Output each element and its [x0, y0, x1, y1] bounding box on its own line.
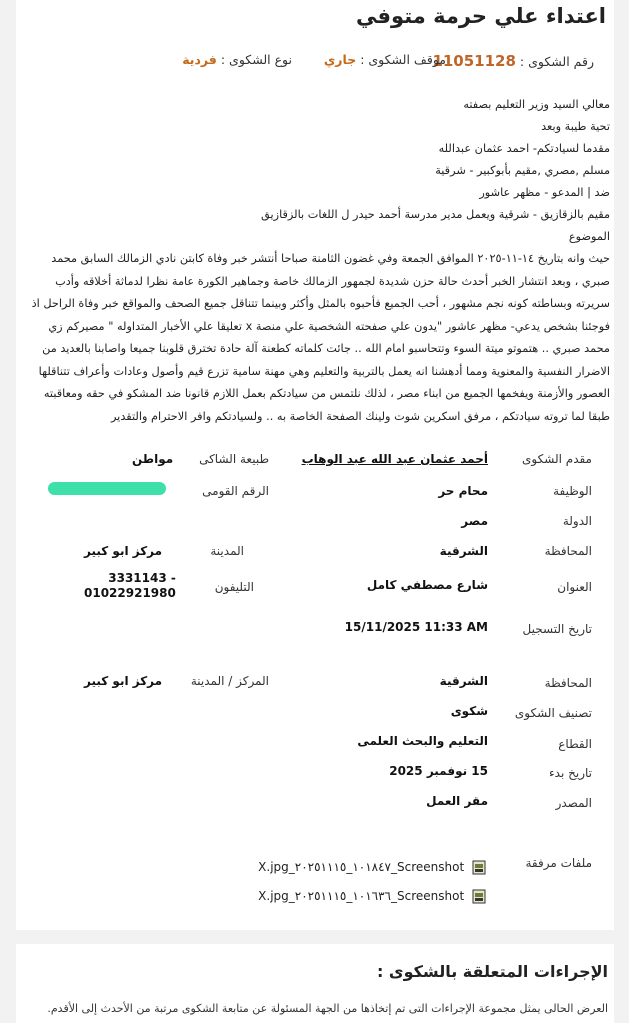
center-value: مركز ابو كبير: [84, 674, 163, 688]
source-value: مقر العمل: [426, 794, 488, 808]
city-label: المدينة: [210, 544, 244, 558]
actions-section: [16, 944, 614, 1023]
center-label: المركز / المدينة: [190, 674, 269, 688]
actions-title: الإجراءات المتعلقة بالشكوى :: [376, 962, 608, 981]
attachments-label: ملفات مرفقة: [525, 856, 592, 870]
image-file-icon: [472, 889, 486, 904]
category-value: شكوى: [450, 704, 488, 718]
sector-label: القطاع: [558, 737, 592, 751]
actions-description: العرض الحالى يمثل مجموعة الإجراءات التى تم إتخاذها من الجهة المسئولة عن متابعة الشكوى مرتبة من الأحدث إلى الأقدم.: [47, 1002, 608, 1015]
reg-date-label: تاريخ التسجيل: [522, 622, 592, 636]
complaint-type: [182, 52, 292, 67]
redaction-mark: [48, 482, 166, 495]
body-line: ضد | المدعو - مظهر عاشور: [479, 186, 610, 199]
page-title: اعتداء علي حرمة متوفي: [356, 4, 606, 28]
phone-value: [84, 571, 176, 601]
address-label: العنوان: [557, 580, 592, 594]
address-value: شارع مصطفي كامل: [366, 578, 488, 592]
attachment-link[interactable]: [258, 860, 486, 875]
body-line: تحية طيبة وبعد: [541, 120, 610, 133]
complaint-status-value: جاري: [323, 52, 357, 67]
phone-line-1: 3331143 -: [108, 571, 176, 585]
governorate-label: المحافظة: [544, 544, 592, 558]
job-label: الوظيفة: [553, 484, 592, 498]
country-label: الدولة: [562, 514, 592, 528]
attachment-name[interactable]: X.jpg_١٠١٨٤٧_٢٠٢٥١١١٥_Screenshot: [258, 860, 465, 874]
attachment-link[interactable]: [258, 889, 486, 904]
start-date-label: تاريخ بدء: [549, 766, 592, 780]
body-line: الموضوع: [568, 230, 610, 243]
complaint-card: [16, 0, 614, 930]
complaint-number-value: 11051128: [432, 52, 516, 70]
image-file-icon: [472, 860, 486, 875]
attachment-name[interactable]: X.jpg_١٠١٦٣٦_٢٠٢٥١١١٥_Screenshot: [258, 889, 465, 903]
start-date-value: 15 نوفمبر 2025: [389, 764, 488, 778]
nature-label: طبيعة الشاكى: [199, 452, 269, 466]
national-id-label: الرقم القومى: [202, 484, 269, 498]
sector-value: التعليم والبحث العلمى: [357, 734, 488, 748]
c-governorate-value: الشرقية: [439, 674, 488, 688]
phone-line-2: 01022921980: [84, 586, 176, 600]
reg-date-value: 15/11/2025 11:33 AM: [344, 620, 488, 634]
complaint-body: [20, 94, 610, 428]
complaint-status-label: موقف الشكوى :: [360, 52, 446, 67]
country-value: مصر: [461, 514, 488, 528]
submitter-value: أحمد عثمان عبد الله عبد الوهاب: [301, 452, 488, 466]
complaint-number: [432, 52, 594, 70]
body-line: مقيم بالزقازيق - شرقية ويعمل مدير مدرسة أحمد حيدر ل اللغات بالزقازيق: [261, 208, 610, 221]
body-line: مقدما لسيادتكم- احمد عثمان عبدالله: [438, 142, 610, 155]
job-value: محام حر: [438, 484, 488, 498]
complaint-type-value: فردية: [182, 52, 217, 67]
city-value: مركز ابو كبير: [84, 544, 163, 558]
nature-value: مواطن: [132, 452, 174, 466]
complaint-type-label: نوع الشكوى :: [220, 52, 292, 67]
source-label: المصدر: [555, 796, 592, 810]
submitter-label: مقدم الشكوى: [522, 452, 592, 466]
body-line: معالي السيد وزير التعليم بصفته: [463, 98, 610, 111]
body-paragraph: حيث وانه بتاريخ ١٤-١١-٢٠٢٥ الموافق الجمعة وفي غضون الثامنة صباحا أنتشر خبر وفاة كابتن نادي الزمالك السابق محمد صبري ، وبعد انتشار الخبر أحدث حالة حزن شديدة لجمهور الزمالك خاصة وجماهير الكورة عامة نظرا لدماثة أخلاقه وأدب سريرته وبساطته كونه نجم مشهور ، أحب الجميع فأحبوه بالمثل وأكثر وبينما تتناقل جميع الصحف والمواقع خبر وفاة الراحل اذ فوجئنا بشخص يدعي- مظهر عاشور "يدون علي صفحته الشخصية علي منصة x تعليقا علي الأخبار المتداوله " مصيركم زي محمد صبري .. هتموتو ميتة السوء وتتحاسبو امام الله .. جائت كلماته كطعنة آلة حادة تخترق قلوبنا جميعا واصابنا بالعديد من الاضرار النفسية والمعنوية ومما أدهشنا انه يعمل بالتربية والتعليم وهي مهنة سامية تزرع قيم وأصول وعادات وأعراف تتناقلها العصور والأزمنة ويفخمها الجميع من ابناء مصر ، لذلك نلتمس من سيادتكم بعمل اللازم قانونا ضد المشكو في حقه ومعاقبته طبقا لما تروته سيادتكم ، مرفق اسكرين شوت ولينك الصفحة الخاصة به .. ولسيادتكم وافر الاحترام والتقدير: [31, 252, 610, 423]
complaint-status: [324, 52, 446, 67]
body-line: مسلم ,مصري ,مقيم بأبوكبير - شرقية: [435, 164, 610, 177]
phone-label: التليفون: [214, 580, 254, 594]
c-governorate-label: المحافظة: [544, 676, 592, 690]
complaint-number-label: رقم الشكوى :: [519, 54, 594, 69]
category-label: تصنيف الشكوى: [514, 706, 592, 720]
governorate-value: الشرقية: [439, 544, 488, 558]
